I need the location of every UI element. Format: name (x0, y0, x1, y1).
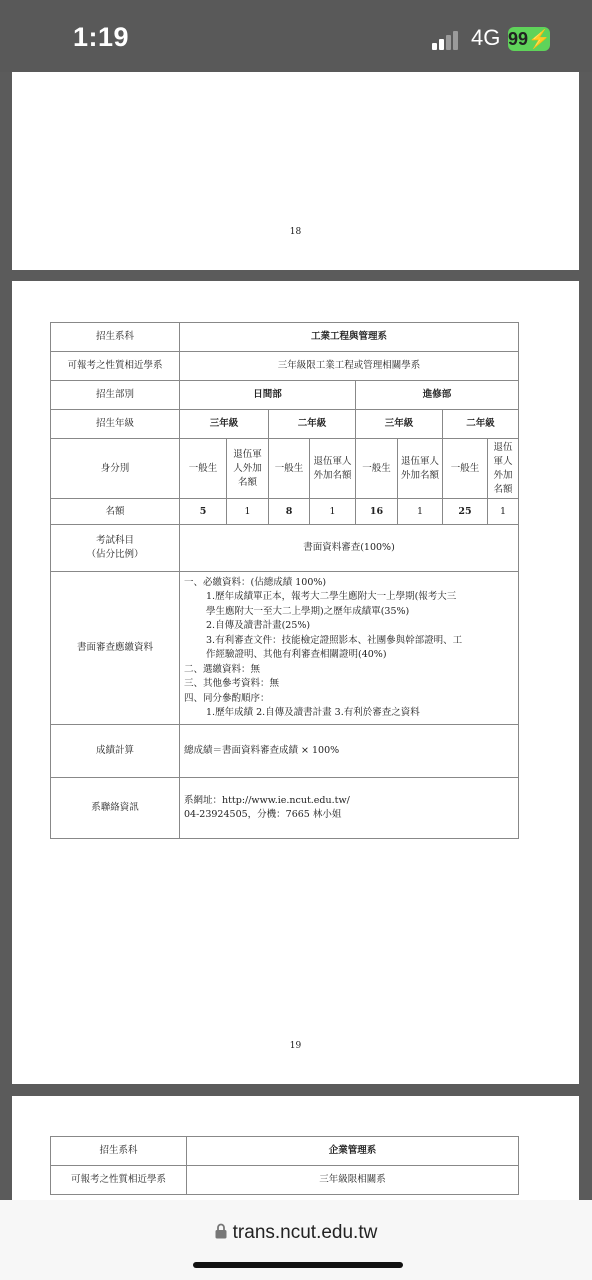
table-row (51, 1166, 519, 1195)
identity-cell: 一般生 (180, 439, 227, 499)
grade-cell: 二年級 (269, 410, 356, 439)
cellular-signal-icon (432, 30, 462, 50)
identity-cell: 退伍軍人外加名額 (227, 439, 269, 499)
doc-line: 三、其他參考資料：無 (184, 678, 280, 689)
pdf-page-19 (12, 281, 579, 1084)
pdf-page-20 (12, 1096, 579, 1200)
grade-cell: 三年級 (356, 410, 443, 439)
row-label: 書面審查應繳資料 (51, 572, 180, 725)
network-type: 4G (471, 25, 501, 50)
doc-line: 3.有利審查文件：技能檢定證照影本、社團參與幹部證明、工 (206, 634, 463, 646)
quota-cell: 1 (398, 499, 443, 525)
table-row (51, 410, 519, 439)
doc-line: 四、同分參酌順序： (184, 692, 270, 704)
quota-cell: 1 (488, 499, 519, 525)
identity-cell: 一般生 (443, 439, 488, 499)
quota-cell: 1 (227, 499, 269, 525)
table-row (51, 725, 519, 778)
status-bar (0, 0, 592, 72)
related-departments: 三年級限相關系 (187, 1166, 519, 1195)
page-number: 18 (289, 227, 302, 237)
doc-line: 學生應附大一至大二上學期)之歷年成績單(35%) (206, 605, 410, 617)
department-phone: 04-23924505，分機：7665 林小姐 (184, 809, 342, 820)
table-row (51, 778, 519, 839)
row-label: 可報考之性質相近學系 (51, 1166, 187, 1195)
table-row (51, 525, 519, 572)
department-name: 工業工程與管理系 (180, 323, 519, 352)
url-text: trans.ncut.edu.tw (232, 1222, 378, 1243)
row-label: 招生部別 (51, 381, 180, 410)
clock: 1:19 (73, 22, 130, 52)
score-formula: 總成績＝書面資料審查成績 × 100% (180, 725, 519, 778)
address-bar[interactable] (0, 1222, 592, 1244)
row-label: 名額 (51, 499, 180, 525)
browser-bottom-bar (0, 1200, 592, 1280)
contact-info (180, 778, 519, 839)
related-departments: 三年級限工業工程或管理相關學系 (180, 352, 519, 381)
quota-cell: 8 (269, 499, 310, 525)
table-row (51, 499, 519, 525)
table-row (51, 352, 519, 381)
grade-cell: 二年級 (443, 410, 519, 439)
table-row (51, 439, 519, 499)
identity-cell: 退伍軍人外加名額 (398, 439, 443, 499)
table-row (51, 381, 519, 410)
quota-cell: 5 (180, 499, 227, 525)
quota-cell: 25 (443, 499, 488, 525)
doc-line: 2.自傳及讀書計畫(25%) (206, 620, 311, 631)
exam-subject-value: 書面資料審查(100%) (180, 525, 519, 572)
department-name: 企業管理系 (187, 1137, 519, 1166)
doc-line: 一、必繳資料：(佔總成績 100%) (184, 576, 327, 588)
table-row (51, 1137, 519, 1166)
doc-line: 二、選繳資料：無 (184, 663, 261, 675)
row-label: 招生系科 (51, 323, 180, 352)
quota-cell: 16 (356, 499, 398, 525)
exam-subject-label: 考試科目 (95, 535, 134, 546)
identity-cell: 退伍軍人外加名額 (310, 439, 356, 499)
battery-level: 99 (508, 29, 529, 49)
required-documents (180, 572, 519, 725)
doc-line: 作經驗證明、其他有利審查相關證明(40%) (206, 649, 387, 660)
row-label: 招生年級 (51, 410, 180, 439)
day-division: 日間部 (180, 381, 356, 410)
department-website: 系網址：http://www.ie.ncut.edu.tw/ (184, 795, 350, 806)
row-label (51, 525, 180, 572)
row-label: 成績計算 (51, 725, 180, 778)
lock-icon (215, 1223, 227, 1239)
admission-table-bm (50, 1136, 519, 1195)
weight-label: （佔分比例） (86, 549, 144, 560)
row-label: 可報考之性質相近學系 (51, 352, 180, 381)
row-label: 招生系科 (51, 1137, 187, 1166)
identity-cell: 一般生 (356, 439, 398, 499)
pdf-page-18 (12, 72, 579, 270)
battery-icon: 99⚡ (508, 29, 551, 49)
home-indicator[interactable] (193, 1262, 403, 1268)
page-number: 19 (289, 1041, 302, 1051)
identity-cell: 退伍軍人外加名額 (488, 439, 519, 499)
doc-line: 1.歷年成績 2.自傳及讀書計畫 3.有利於審查之資料 (206, 707, 420, 718)
table-row (51, 572, 519, 725)
table-row (51, 323, 519, 352)
admission-table-ie (50, 322, 519, 839)
grade-cell: 三年級 (180, 410, 269, 439)
doc-line: 1.歷年成績單正本，報考大二學生應附大一上學期(報考大三 (206, 591, 457, 602)
row-label: 系聯絡資訊 (51, 778, 180, 839)
quota-cell: 1 (310, 499, 356, 525)
identity-cell: 一般生 (269, 439, 310, 499)
row-label: 身分別 (51, 439, 180, 499)
night-division: 進修部 (356, 381, 519, 410)
